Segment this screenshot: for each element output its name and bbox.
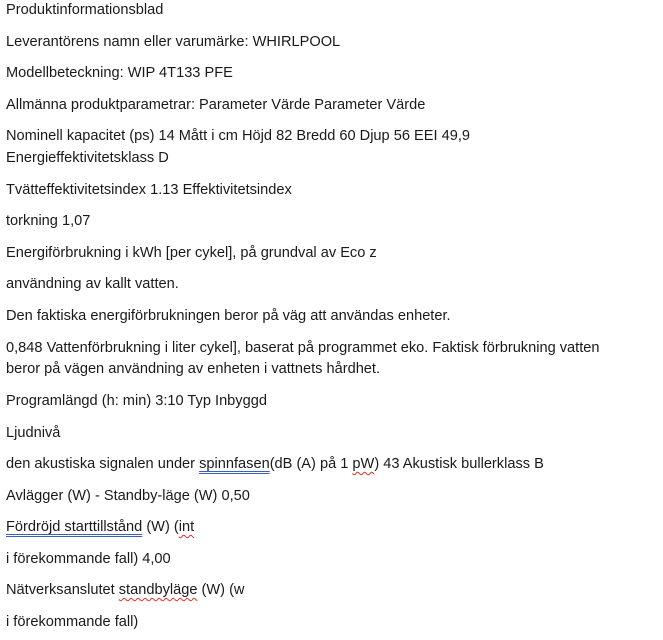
energy-use-line: Energiförbrukning i kWh [per cykel], på grundval av Eco z — [6, 245, 377, 261]
acoustic-line — [6, 454, 544, 475]
water-hardness-line: beror på vägen användning av enheten i vattnets hårdhet. — [6, 361, 381, 377]
spelling-flag-pw[interactable]: pW — [352, 456, 375, 472]
actual-energy-line: Den faktiska energiförbrukningen beror på väg att användas enheter. — [6, 308, 451, 324]
supplier-line: Leverantörens namn eller varumärke: WHIRLPOOL — [6, 34, 341, 50]
network-text-a: Nätverksanslutet — [6, 582, 119, 598]
delayed-value-line: i förekommande fall) 4,00 — [6, 551, 171, 567]
spelling-flag-int[interactable]: int — [178, 519, 195, 535]
noise-line: Ljudnivå — [6, 425, 61, 441]
network-end-line: i förekommande fall) — [6, 614, 139, 630]
acoustic-text-a: den akustiska signalen under — [6, 456, 200, 472]
document-title: Produktinformationsblad — [6, 2, 164, 18]
drying-line: torkning 1,07 — [6, 213, 91, 229]
spelling-flag-delayed-start[interactable]: Fördröjd starttillstånd — [6, 519, 143, 535]
acoustic-text-c: (dB (A) på 1 — [269, 456, 353, 472]
general-params-line: Allmänna produktparametrar: Parameter Värde Parameter Värde — [6, 97, 426, 113]
network-text-c: (W) (w — [197, 582, 245, 598]
energy-class-line: Energieffektivitetsklass D — [6, 150, 169, 166]
model-line: Modellbeteckning: WIP 4T133 PFE — [6, 65, 233, 81]
delayed-text-b: (W) ( — [142, 519, 179, 535]
spelling-flag-standbylage[interactable]: standbyläge — [118, 582, 198, 598]
spelling-flag-spinnfasen[interactable]: spinnfasen — [199, 456, 270, 472]
program-length-line: Programlängd (h: min) 3:10 Typ Inbyggd — [6, 393, 267, 409]
acoustic-text-e: ) 43 Akustisk bullerklass B — [374, 456, 544, 472]
water-consumption-line: 0,848 Vattenförbrukning i liter cykel], baserat på programmet eko. Faktisk förbrukning vatten — [6, 340, 600, 356]
cold-water-line: användning av kallt vatten. — [6, 276, 179, 292]
delayed-start-line — [6, 517, 194, 538]
standby-line: Avlägger (W) - Standby-läge (W) 0,50 — [6, 488, 250, 504]
capacity-line: Nominell kapacitet (ps) 14 Mått i cm Höjd 82 Bredd 60 Djup 56 EEI 49,9 — [6, 128, 470, 144]
network-standby-line — [6, 580, 244, 601]
wash-index-line: Tvätteffektivitetsindex 1.13 Effektivitetsindex — [6, 182, 292, 198]
